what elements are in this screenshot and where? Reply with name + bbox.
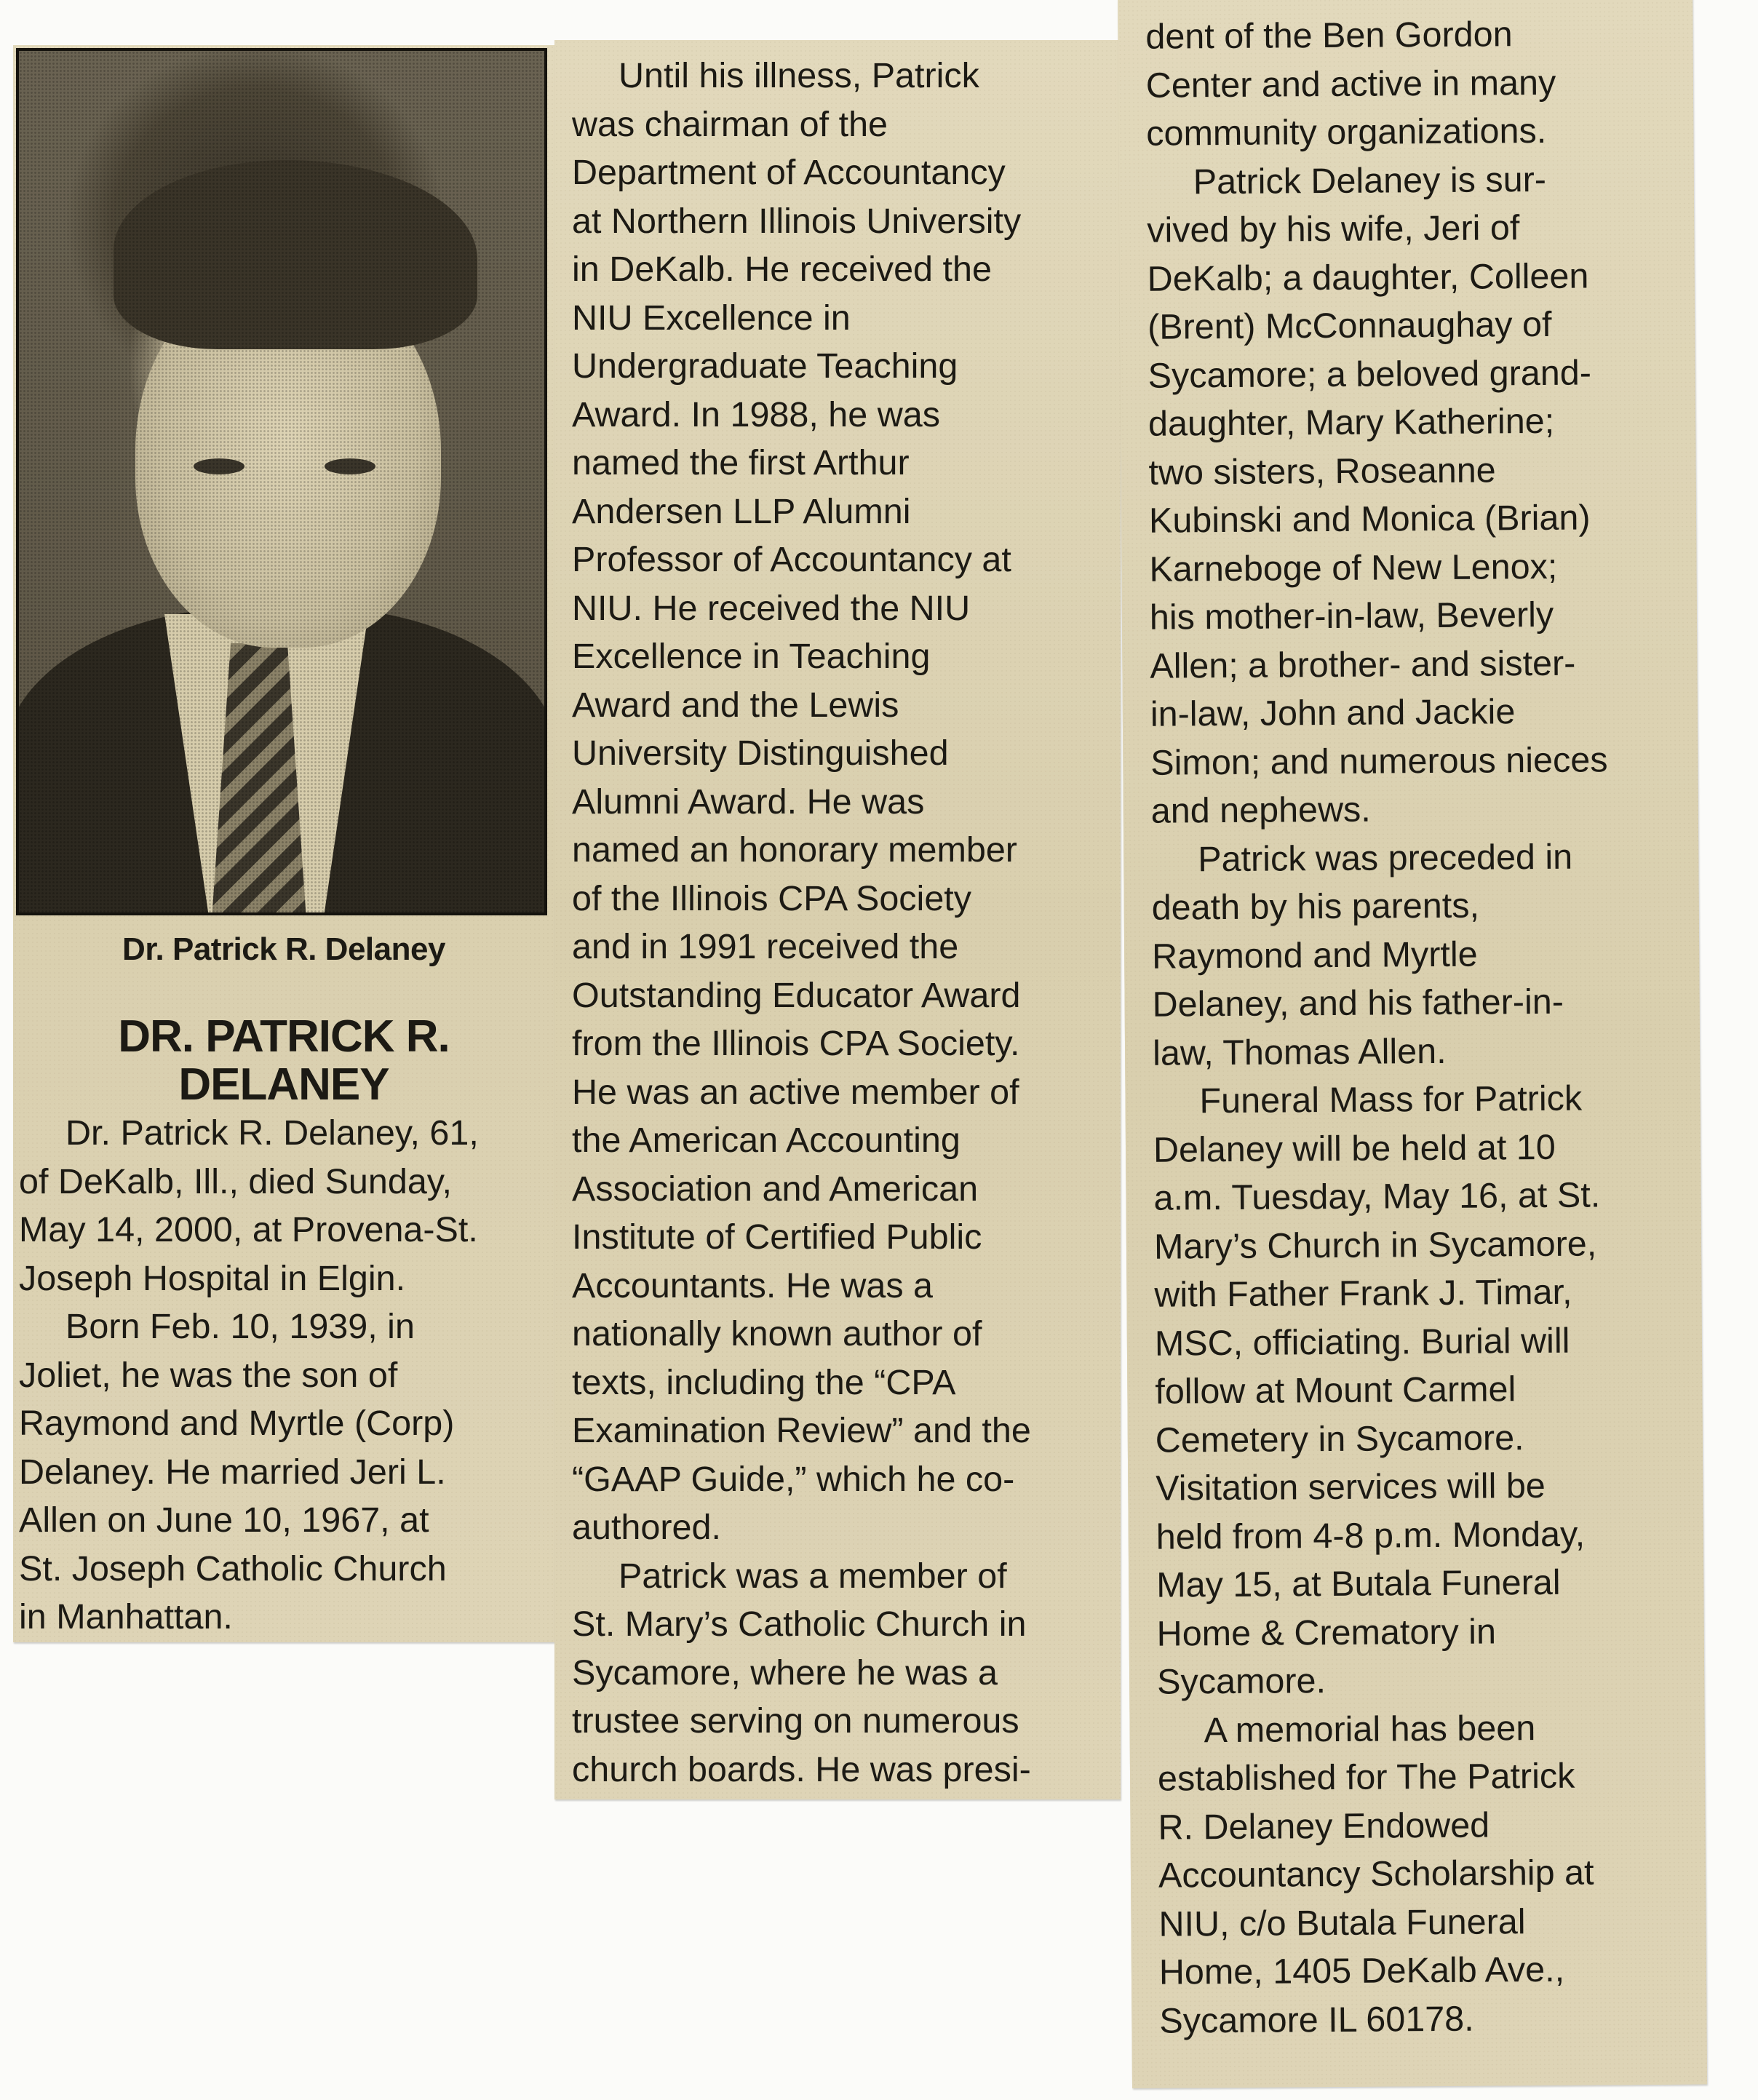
text-line: Association and American: [572, 1169, 979, 1209]
text-line: Examination Review” and the: [572, 1411, 1031, 1450]
text-line: with Father Frank J. Timar,: [1154, 1272, 1572, 1315]
body-column-right: [1145, 9, 1617, 2045]
body-column-left: [19, 1109, 479, 1642]
text-line: and nephews.: [1150, 790, 1371, 831]
text-line: nationally known author of: [572, 1314, 982, 1353]
text-line: Award. In 1988, he was: [572, 394, 940, 434]
text-line: a.m. Tuesday, May 16, at St.: [1153, 1175, 1601, 1218]
text-line: NIU Excellence in: [572, 298, 851, 338]
text-line: Accountants. He was a: [572, 1265, 934, 1305]
text-line: Kubinski and Monica (Brian): [1148, 498, 1591, 541]
obituary-headline: [13, 1013, 554, 1109]
text-line: Andersen LLP Alumni: [572, 491, 911, 531]
text-line: two sisters, Roseanne: [1148, 450, 1496, 493]
text-line: Dr. Patrick R. Delaney, 61,: [65, 1113, 479, 1153]
text-line: follow at Mount Carmel: [1155, 1369, 1516, 1412]
text-line: Mary’s Church in Sycamore,: [1153, 1223, 1597, 1267]
text-line: Joseph Hospital in Elgin.: [19, 1258, 406, 1298]
text-line: held from 4-8 p.m. Monday,: [1156, 1514, 1586, 1557]
text-line: Delaney, and his father-in-: [1152, 982, 1564, 1025]
text-line: Raymond and Myrtle (Corp): [19, 1404, 455, 1443]
text-line: Award and the Lewis: [572, 685, 899, 725]
text-line: Raymond and Myrtle: [1151, 934, 1478, 977]
text-line: his mother-in-law, Beverly: [1149, 594, 1554, 637]
text-line: at Northern Illinois University: [572, 201, 1022, 241]
text-line: Alumni Award. He was: [572, 781, 925, 822]
text-line: NIU. He received the NIU: [572, 588, 971, 628]
text-line: community organizations.: [1146, 111, 1547, 154]
text-line: in Manhattan.: [19, 1597, 233, 1636]
text-line: Karneboge of New Lenox;: [1149, 546, 1558, 589]
halftone-overlay: [19, 51, 544, 912]
text-line: law, Thomas Allen.: [1152, 1031, 1447, 1073]
text-line: Allen on June 10, 1967, at: [19, 1500, 429, 1540]
clipping-left: [13, 45, 554, 1642]
text-line: Funeral Mass for Patrick: [1199, 1078, 1583, 1121]
text-line: Visitation services will be: [1156, 1465, 1546, 1508]
text-line: Until his illness, Patrick: [619, 56, 979, 95]
text-line: of DeKalb, Ill., died Sunday,: [19, 1161, 452, 1201]
text-line: and in 1991 received the: [572, 927, 959, 966]
text-line: Professor of Accountancy at: [572, 540, 1011, 579]
text-line: death by his parents,: [1151, 886, 1480, 928]
text-line: R. Delaney Endowed: [1158, 1805, 1490, 1848]
text-line: in-law, John and Jackie: [1150, 692, 1516, 734]
headline-line-2: DELANEY: [178, 1059, 389, 1110]
text-line: of the Illinois CPA Society: [572, 878, 972, 918]
text-line: established for The Patrick: [1157, 1756, 1575, 1799]
text-line: Joliet, he was the son of: [19, 1355, 398, 1395]
text-line: named the first Arthur: [572, 443, 910, 482]
portrait-photo: [16, 48, 547, 915]
text-line: Undergraduate Teaching: [572, 346, 958, 386]
text-line: Simon; and numerous nieces: [1150, 739, 1608, 783]
text-line: church boards. He was presi-: [572, 1749, 1031, 1789]
text-line: Home & Crematory in: [1156, 1611, 1497, 1654]
text-line: Institute of Certified Public: [572, 1217, 982, 1257]
text-line: Cemetery in Sycamore.: [1155, 1417, 1524, 1460]
text-line: May 15, at Butala Funeral: [1156, 1562, 1561, 1605]
headline-line-1: DR. PATRICK R.: [118, 1011, 450, 1062]
text-line: DeKalb; a daughter, Colleen: [1147, 255, 1589, 299]
text-line: Sycamore, where he was a: [572, 1652, 998, 1693]
text-line: St. Joseph Catholic Church: [19, 1548, 447, 1588]
text-line: Patrick was a member of: [619, 1556, 1007, 1596]
text-line: was chairman of the: [572, 104, 888, 144]
text-line: from the Illinois CPA Society.: [572, 1024, 1020, 1063]
text-line: Accountancy Scholarship at: [1158, 1853, 1594, 1896]
text-line: Delaney will be held at 10: [1153, 1127, 1556, 1170]
text-line: “GAAP Guide,” which he co-: [572, 1459, 1015, 1499]
text-line: vived by his wife, Jeri of: [1147, 208, 1520, 250]
text-line: Center and active in many: [1145, 63, 1556, 106]
text-line: authored.: [572, 1508, 721, 1547]
text-line: MSC, officiating. Burial will: [1154, 1321, 1570, 1364]
text-line: daughter, Mary Katherine;: [1148, 401, 1555, 444]
text-line: NIU, c/o Butala Funeral: [1158, 1901, 1526, 1944]
text-line: Outstanding Educator Award: [572, 975, 1021, 1015]
text-line: Delaney. He married Jeri L.: [19, 1452, 446, 1492]
text-line: Sycamore; a beloved grand-: [1148, 352, 1592, 396]
body-column-middle: [572, 52, 1031, 1794]
text-line: Home, 1405 DeKalb Ave.,: [1158, 1949, 1565, 1992]
text-line: Excellence in Teaching: [572, 637, 931, 676]
text-line: May 14, 2000, at Provena-St.: [19, 1210, 478, 1249]
text-line: Born Feb. 10, 1939, in: [65, 1307, 415, 1346]
text-line: University Distinguished: [572, 733, 949, 773]
clipping-middle: [554, 40, 1121, 1799]
text-line: Allen; a brother- and sister-: [1150, 643, 1576, 686]
text-line: A memorial has been: [1204, 1708, 1536, 1750]
clipping-right: [1118, 0, 1707, 2088]
text-line: Patrick Delaney is sur-: [1193, 159, 1547, 202]
text-line: Patrick was preceded in: [1198, 837, 1573, 879]
text-line: Department of Accountancy: [572, 153, 1006, 192]
text-line: in DeKalb. He received the: [572, 250, 992, 289]
text-line: Sycamore IL 60178.: [1159, 1999, 1474, 2041]
text-line: dent of the Ben Gordon: [1145, 15, 1513, 57]
text-line: Sycamore.: [1156, 1661, 1327, 1702]
text-line: texts, including the “CPA: [572, 1362, 956, 1402]
photo-caption: Dr. Patrick R. Delaney: [122, 931, 445, 967]
text-line: St. Mary’s Catholic Church in: [572, 1604, 1027, 1644]
text-line: named an honorary member: [572, 830, 1017, 870]
text-line: trustee serving on numerous: [572, 1701, 1019, 1741]
text-line: (Brent) McConnaughay of: [1147, 304, 1552, 347]
text-line: the American Accounting: [572, 1121, 960, 1160]
text-line: He was an active member of: [572, 1072, 1019, 1112]
